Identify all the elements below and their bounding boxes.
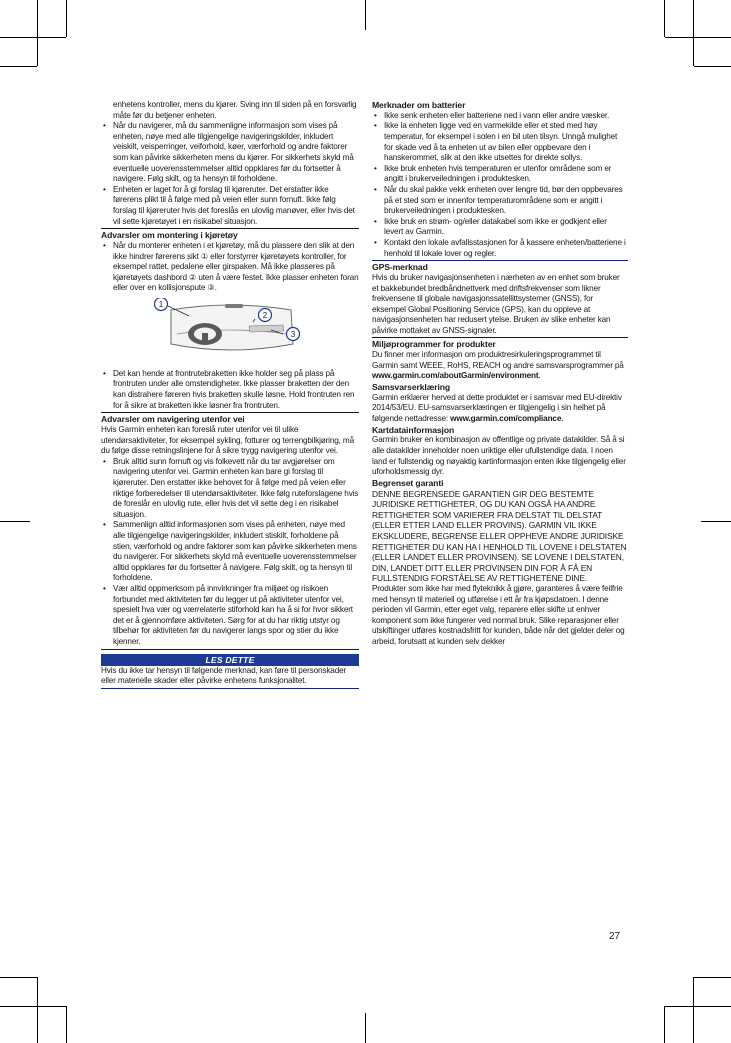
conformity-heading: Samsvarserklæring [372, 382, 451, 393]
crop-mark [0, 977, 37, 978]
battery-bullet-list [372, 111, 628, 261]
crop-mark [365, 1013, 366, 1043]
list-item: • Ikke senk enheten eller batteriene ned i vann eller andre væsker. [372, 111, 628, 122]
crop-mark [665, 37, 731, 38]
battery-heading: Merknader om batterier [372, 100, 466, 110]
crop-mark [365, 0, 366, 30]
list-item: • Når du navigerer, må du sammenligne informasjon som vises på enheten, nøye med alle tilgjengelige navigeringskilder, inkludert veiskilt, veisperringer, veiforhold, køer, værforhold og andre faktorer som kan påvirke sikkerheten mens du kjører. For sikkerhets skyld må eventuelle uoverensstemmelser alltid oppklares før du fortsetter å navigere. Følg skilt, og ta hensyn til forholdene. [101, 121, 359, 185]
warranty-heading: Begrenset garanti [372, 477, 444, 488]
offroad-heading: Advarsler om navigering utenfor vei [101, 414, 245, 425]
list-item: • Ikke bruk enheten hvis temperaturen er utenfor områdene som er angitt i brukerveiledningen i produktesken. [372, 164, 628, 185]
conformity-link[interactable]: www.garmin.com/compliance [450, 414, 562, 424]
dashboard-illustration [101, 298, 359, 364]
warranty-caps-paragraph: DENNE BEGRENSEDE GARANTIEN GIR DEG BESTEMTE JURIDISKE RETTIGHETER, OG DU KAN OGSÅ HA ANDRE RETTIGHETER SOM VARIERER FRA DELSTAT TIL DELSTAT (ELLER ETTER LAND ELLER PROVINS). GARMIN VIL IKKE EKSKLUDERE, BEGRENSE ELLER OPPHEVE ANDRE JURIDISKE RETTIGHETER DU KAN HA I HENHOLD TIL LOVENE I DELSTATEN (ELLER LANDET ELLER PROVINSEN). SE LOVENE I DELSTATEN, DIN, LANDET DITT ELLER PROVINSEN DIN FOR Å FÅ EN FULLSTENDIG FORSTÅELSE AV RETTIGHETENE DINE. [372, 488, 627, 584]
map-data-heading: Kartdatainformasjon [372, 424, 455, 435]
conformity-paragraph [372, 393, 628, 425]
crop-mark [0, 1006, 66, 1007]
crop-mark [694, 66, 731, 67]
list-item: • Sammenlign alltid informasjonen som vises på enheten, nøye med alle tilgjengelige navigeringskilder, inkludert stiskilt, forholdene på stien, værforhold og andre faktorer som kan påvirke sikkerheten mens du navigerer. For sikkerhets skyld må eventuelle uoverensstemmelser alltid oppklares før du fortsetter å navigere. Følg skilt, og ta hensyn til forholdene. [101, 520, 359, 584]
map-data-paragraph: Garmin bruker en kombinasjon av offentlige og private datakilder. Så å si alle datakilder inneholder noen uriktige eller ufullstendige data. I noen land er fullstendig og nøyaktig kartinformasjon enten ikke tilgjengelig eller uforholdsmessig dyr. [372, 435, 626, 477]
list-item: • Det kan hende at frontrutebraketten ikke holder seg på plass på frontruten under alle omstendigheter. Ikke plasser braketten der den kan distrahere føreren hvis braketten skulle løsne. Hold frontruten ren for å sikre at braketten ikke løsner fra frontruten. [101, 369, 359, 411]
intro-paragraph: enhetens kontroller, mens du kjører. Sving inn til siden på en forsvarlig måte før du betjener enheten. [113, 100, 357, 120]
environment-paragraph [372, 350, 628, 382]
notice-banner: LES DETTE [101, 654, 359, 666]
notice-paragraph: Hvis du ikke tar hensyn til følgende merknad, kan føre til personskader eller materielle skader eller påvirke enhetens funksjonalitet. [101, 666, 359, 689]
svg-text:3: 3 [290, 329, 296, 339]
svg-text:2: 2 [262, 310, 268, 320]
mount-heading: Advarsler om montering i kjøretøy [101, 230, 238, 241]
environment-text-end: . [538, 371, 541, 381]
crop-mark [0, 37, 66, 38]
list-item: • Ikke la enheten ligge ved en varmekilde eller et sted med høy temperatur, for eksempel i solen i en bil uten tilsyn. Unngå mulighet for skade ved å ta enheten ut av bilen eller oppbevare den i hanskerommet, slik at den ikke utsettes for direkte sollys. [372, 121, 628, 163]
dashboard-illustration-svg [101, 298, 359, 364]
crop-mark [66, 1006, 67, 1043]
list-item: • Enheten er laget for å gi forslag til kjøreruter. Det erstatter ikke førerens plikt til å følge med på veien eller sunn fornuft. Ikke følg forslag til kjøreruter hvis det foreslås en ulovlig manøver, eller hvis det vil sette kjøretøyet i en risikabel situasjon. [101, 185, 359, 227]
crop-mark [693, 0, 694, 66]
crop-mark [664, 0, 665, 37]
crop-mark [37, 977, 38, 1043]
right-column [372, 100, 628, 648]
crop-mark [694, 977, 731, 978]
crop-mark [701, 521, 731, 522]
list-item: • Ikke bruk en strøm- og/eller datakabel som ikke er godkjent eller levert av Garmin. [372, 217, 628, 238]
offroad-bullet-list [101, 457, 359, 650]
left-column [101, 100, 359, 690]
environment-heading: Miljøprogrammer for produkter [372, 339, 496, 350]
page-number: 27 [609, 931, 621, 942]
warranty-paragraph: Produkter som ikke har med flyteknikk å gjøre, garanteres å være feilfrie med hensyn til materiell og utførelse i ett år fra kjøpsdatoen. I denne perioden vil Garmin, etter eget valg, reparere eller skifte ut enhver komponent som ikke fungerer ved normal bruk. Slike reparasjoner eller utskiftinger utføres kostnadsfritt for kunden, både når det gjelder deler og arbeid, forutsatt at kunden selv dekker [372, 583, 625, 646]
gps-heading: GPS-merknad [372, 262, 428, 273]
list-item: • Når du monterer enheten i et kjøretøy, må du plassere den slik at den ikke hindrer førerens sikt ① eller forstyrrer kjøretøyets kontroller, for eksempel rattet, pedalene eller girspaken. Må ikke plasseres på kjøretøyets dashbord ② uten å være festet. Ikke plasser enheten foran eller over en kollisjonspute ③. [101, 241, 359, 294]
conformity-text: Garmin erklærer herved at dette produktet er i samsvar med EU-direktiv 2014/53/EU. EU-samsvarserklæringen er tilgjengelig i sin helhet på følgende nettadresse: [372, 392, 622, 424]
mount-bullet-list-2 [101, 369, 359, 413]
gps-paragraph: Hvis du bruker navigasjonsenheten i nærheten av en enhet som bruker et bakkebundet bredbåndnettverk med driftsfrekvenser som likner frekvensene til globale navigasjonssatellittsystemer (GNSS), for eksempel Global Positioning Service (GPS), kan du oppleve at navigasjonsenheten har redusert ytelse. Bruken av slike enheter kan påvirke mottaket av GNSS-signaler. [372, 273, 628, 339]
environment-link[interactable]: www.garmin.com/aboutGarmin/environment [372, 371, 539, 381]
list-item: • Vær alltid oppmerksom på innvirkninger fra miljøet og risikoen forbundet med aktiviteten før du legger ut på aktiviteter utenfor vei, spesielt hva vær og værrelaterte stiforhold kan ha å si for hvor sikkert det er å gjennomføre aktiviteten. Sørg for at du har riktig utstyr og tilbehør for aktiviteten før du navigerer langs spor og stier du ikke kjenner. [101, 584, 359, 648]
crop-mark [0, 66, 37, 67]
conformity-text-end: . [561, 414, 564, 424]
list-item: • Bruk alltid sunn fornuft og vis folkevett når du tar avgjørelser om navigering utenfor vei. Garmin enheten kan bare gi forslag til kjøreruter. Den erstatter ikke behovet for å følge med på veien eller riktige forberedelser til utendørsaktiviteter. Ikke følg ruteforslagene hvis de foreslår en ulovlig rute, eller hvis det vil sette deg i en risikabel situasjon. [101, 457, 359, 521]
crop-mark [66, 0, 67, 37]
offroad-paragraph: Hvis Garmin enheten kan foreslå ruter utenfor vei til ulike utendørsaktiviteter, for eksempel sykling, fotturer og terrengbilkjøring, må du følge disse retningslinjene for å sikre trygg navigering utenfor vei. [101, 425, 354, 456]
mount-bullet-list [101, 241, 359, 294]
list-item: • Når du skal pakke vekk enheten over lengre tid, bør den oppbevares på et sted som er innenfor temperaturområdene som er angitt i brukerveiledningen i produktesken. [372, 185, 628, 217]
crop-mark [664, 1006, 665, 1043]
list-item: • Kontakt den lokale avfallsstasjonen for å kassere enheten/batteriene i henhold til lokale lover og regler. [372, 238, 628, 259]
svg-text:1: 1 [158, 299, 164, 309]
crop-mark [0, 521, 30, 522]
crop-mark [37, 0, 38, 66]
environment-text: Du finner mer informasjon om produktresirkuleringsprogrammet til Garmin samt WEEE, RoHS, REACH og andre samsvarsprogrammer på [372, 350, 624, 370]
crop-mark [693, 977, 694, 1043]
crop-mark [665, 1006, 731, 1007]
intro-bullet-list [101, 121, 359, 229]
